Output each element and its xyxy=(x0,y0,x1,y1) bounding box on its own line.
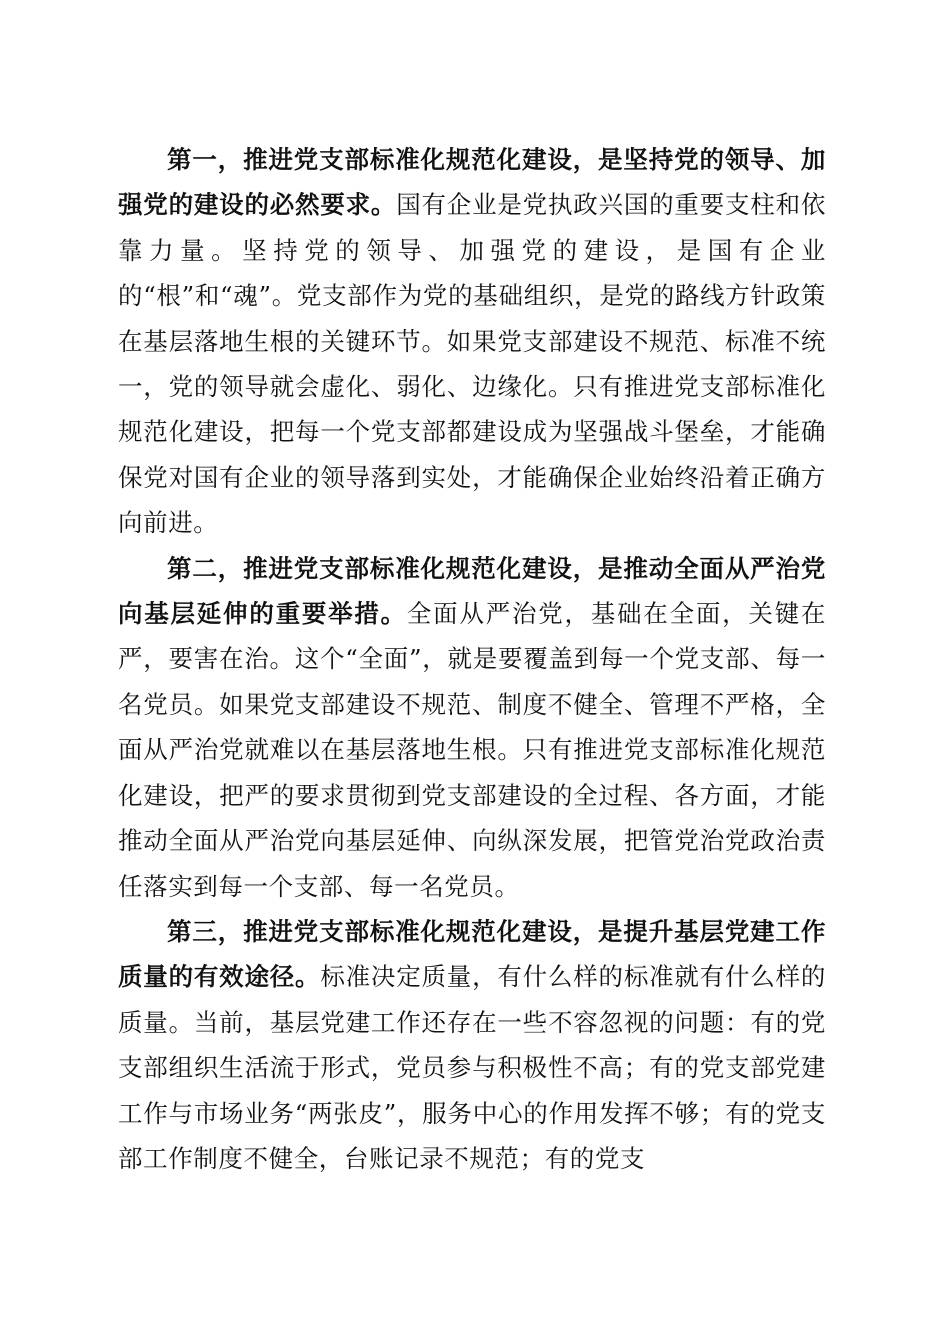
paragraph-3 xyxy=(118,909,826,1181)
paragraph-2-body: 全面从严治党，基础在全面，关键在严，要害在治。这个“全面”，就是要覆盖到每一个党支部、每一名党员。如果党支部建设不规范、制度不健全、管理不严格，全面从严治党就难以在基层落地生根。只有推进党支部标准化规范化建设，把严的要求贯彻到党支部建设的全过程、各方面，才能推动全面从严治党向基层延伸、向纵深发展，把管党治党政治责任落实到每一个支部、每一名党员。 xyxy=(118,599,826,901)
paragraph-1-body: 国有企业是党执政兴国的重要支柱和依靠力量。坚持党的领导、加强党的建设，是国有企业的“根”和“魂”。党支部作为党的基础组织，是党的路线方针政策在基层落地生根的关键环节。如果党支部建设不规范、标准不统一，党的领导就会虚化、弱化、边缘化。只有推进党支部标准化规范化建设，把每一个党支部都建设成为坚强战斗堡垒，才能确保党对国有企业的领导落到实处，才能确保企业始终沿着正确方向前进。 xyxy=(118,190,826,538)
paragraph-1 xyxy=(118,137,826,546)
paragraph-2 xyxy=(118,546,826,909)
document-body xyxy=(118,137,826,1181)
paragraph-1-lead: 第一，推进党支部标准化规范化建设，是坚持党的领导、加强党的建设的必然要求。 xyxy=(118,145,826,220)
paragraph-3-body: 标准决定质量，有什么样的标准就有什么样的质量。当前，基层党建工作还存在一些不容忽视的问题：有的党支部组织生活流于形式，党员参与积极性不高；有的党支部党建工作与市场业务“两张皮”，服务中心的作用发挥不够；有的党支部工作制度不健全，台账记录不规范；有的党支 xyxy=(118,962,826,1173)
paragraph-2-lead: 第二，推进党支部标准化规范化建设，是推动全面从严治党向基层延伸的重要举措。 xyxy=(118,553,826,629)
paragraph-3-lead: 第三，推进党支部标准化规范化建设，是提升基层党建工作质量的有效途径。 xyxy=(118,916,826,992)
